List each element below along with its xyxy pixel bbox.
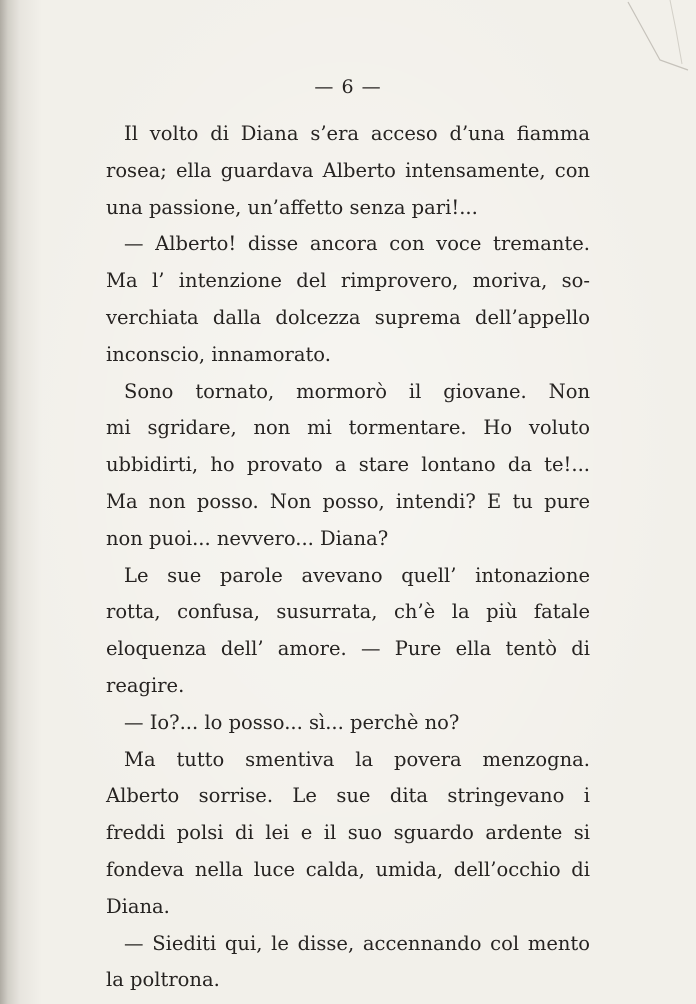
text-line: Il volto di Diana s’era acceso d’una fiamma — [124, 122, 590, 145]
page-number: — 6 — — [314, 76, 382, 98]
text-line: Ma non posso. Non posso, intendi? E tu pure — [106, 489, 590, 513]
text-line: la poltrona. — [106, 968, 220, 992]
page-corner-crease — [620, 0, 690, 80]
text-line: freddi polsi di lei e il suo sguardo ardente si — [106, 821, 590, 845]
text-line: eloquenza dell’ amore. — Pure ella tentò di — [106, 637, 590, 661]
text-line: una passione, un’affetto senza pari!... — [106, 195, 478, 219]
text-line: Ma l’ intenzione del rimprovero, moriva, so- — [106, 269, 590, 293]
text-line: inconscio, innamorato. — [106, 342, 331, 366]
body-text — [106, 116, 590, 999]
text-line: mi sgridare, non mi tormentare. Ho voluto — [106, 416, 590, 440]
text-line: — Io?... lo posso... sì... perchè no? — [124, 710, 460, 734]
text-line: verchiata dalla dolcezza suprema dell’appello — [106, 305, 590, 329]
text-line: Diana. — [106, 894, 170, 918]
text-line: ubbidirti, ho provato a stare lontano da te!... — [106, 453, 590, 477]
text-line: — Alberto! disse ancora con voce tremante. — [124, 232, 590, 256]
text-line: fondeva nella luce calda, umida, dell’occhio di — [106, 857, 590, 881]
text-line: Le sue parole avevano quell’ intonazione — [124, 563, 590, 587]
text-line: — Siediti qui, le disse, accennando col mento — [124, 931, 590, 955]
text-line: Ma tutto smentiva la povera menzogna. — [124, 747, 590, 771]
text-line: non puoi... nevvero... Diana? — [106, 526, 389, 550]
text-line: rosea; ella guardava Alberto intensamente, con — [106, 158, 590, 182]
text-line: reagire. — [106, 673, 185, 697]
text-line: rotta, confusa, susurrata, ch’è la più fatale — [106, 600, 590, 624]
page-binding-edge — [0, 0, 42, 1004]
text-line: Alberto sorrise. Le sue dita stringevano i — [106, 784, 590, 808]
text-line: Sono tornato, mormorò il giovane. Non — [124, 379, 590, 403]
